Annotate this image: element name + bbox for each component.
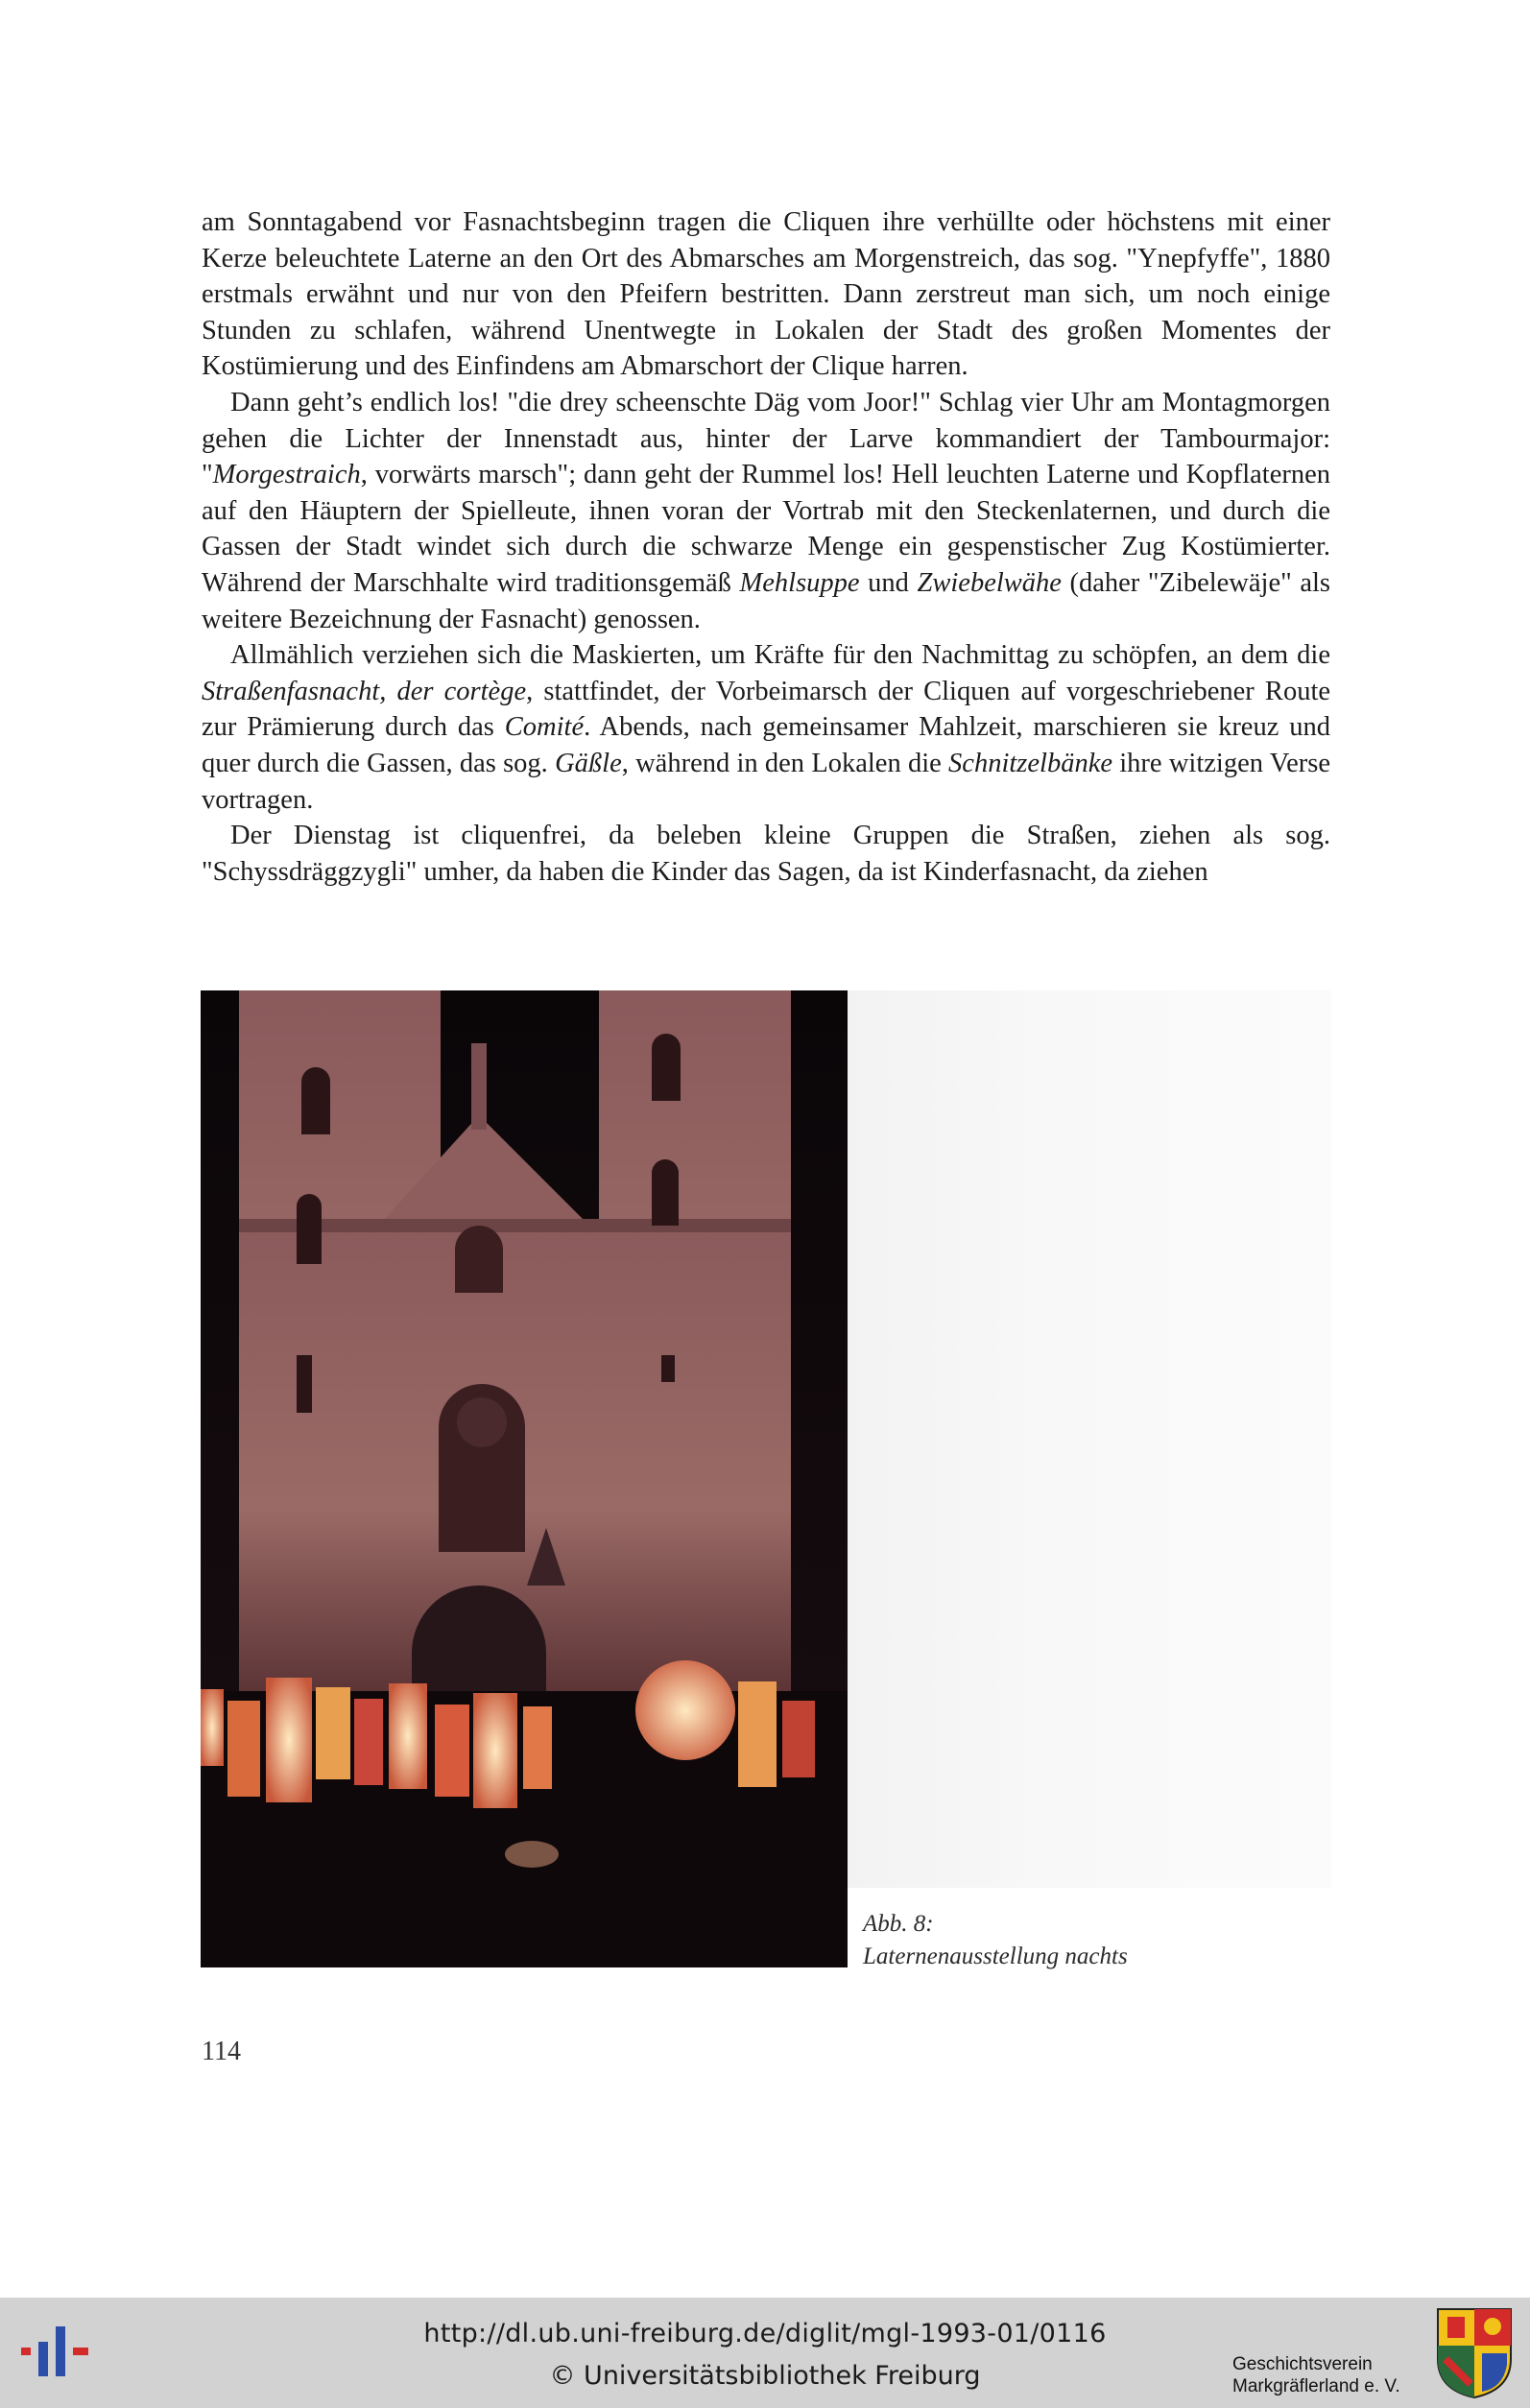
italic-term: Mehlsuppe bbox=[739, 567, 860, 598]
italic-term: Straßenfasnacht, der cortège bbox=[202, 676, 527, 706]
figure-label: Abb. 8: bbox=[863, 1911, 934, 1937]
article-paragraph bbox=[202, 818, 1330, 890]
text-run: Der Dienstag ist cliquenfrei, da beleben kleine Gruppen die Straßen, ziehen als sog. "Schyssdräggzygli" umher, da haben die Kinder das Sagen, da ist Kinderfasnacht, da ziehen bbox=[202, 821, 1330, 887]
society-name bbox=[1232, 2353, 1424, 2397]
document-url-link[interactable]: http://dl.ub.uni-freiburg.de/diglit/mgl-1993-01/0116 bbox=[423, 2319, 1107, 2348]
italic-term: Schnitzelbänke bbox=[948, 748, 1112, 778]
italic-term: Gäßle bbox=[555, 748, 622, 778]
figure-title: Laternenausstellung nachts bbox=[863, 1943, 1128, 1969]
text-run: am Sonntagabend vor Fasnachtsbeginn tragen die Cliquen ihre verhüllte oder höchstens mit einer Kerze beleuchtete Laterne an den Ort des Abmarsches am Morgenstreich, das sog. "Ynepfyffe", 1880 erstmals erwähnt und nur von den Pfeifern bestritten. Dann zerstreut man sich, um noch einige Stunden zu schlafen, während Unentwegte in Lokalen der Stadt des großen Momentes der Kostümierung und des Einfindens am Abmarschort der Clique harren. bbox=[202, 207, 1330, 382]
text-run: ihre witzigen Verse vortragen. bbox=[202, 748, 1331, 815]
text-run: Allmählich verziehen sich die Maskierten, um Kräfte für den Nachmittag zu schöpfen, an dem die bbox=[230, 640, 1330, 671]
footer-bar bbox=[0, 2298, 1530, 2408]
article-paragraph bbox=[202, 637, 1330, 818]
text-run: , stattfindet, der Vorbeimarsch der Cliquen auf vorgeschriebener Route zur Prämierung durch das bbox=[202, 676, 1331, 743]
society-line-2: Markgräflerland e. V. bbox=[1232, 2376, 1400, 2396]
society-line-1: Geschichtsverein bbox=[1232, 2354, 1373, 2374]
italic-term: Morgestraich bbox=[212, 460, 361, 490]
text-run: und bbox=[859, 567, 918, 598]
italic-term: Zwiebelwähe bbox=[917, 567, 1062, 598]
figure-caption bbox=[863, 1908, 1285, 1973]
text-run: Dann geht’s endlich los! "die drey scheenschte Däg vom Joor!" Schlag vier Uhr am Montagmorgen gehen die Lichter der Innenstadt aus, hinter der Larve kommandiert der Tambourmajor: " bbox=[202, 387, 1330, 490]
cathedral-illustration bbox=[201, 990, 848, 1967]
text-run: (daher "Zibelewäje" als weitere Bezeichnung der Fasnacht) genossen. bbox=[202, 567, 1330, 634]
coat-of-arms-icon bbox=[1436, 2307, 1513, 2399]
bleed-through-area bbox=[848, 990, 1331, 1888]
copyright-notice: © Universitätsbibliothek Freiburg bbox=[549, 2361, 981, 2391]
cathedral-lantern-photo bbox=[201, 990, 848, 1967]
page-number: 114 bbox=[202, 2037, 241, 2066]
article-paragraph bbox=[202, 204, 1330, 385]
italic-term: Comité bbox=[504, 712, 585, 743]
text-run: , während in den Lokalen die bbox=[621, 748, 949, 778]
article-body bbox=[202, 204, 1330, 890]
article-paragraph bbox=[202, 385, 1330, 637]
text-run: . Abends, nach gemeinsamer Mahlzeit, marschieren sie kreuz und quer durch die Gassen, das sog. bbox=[202, 712, 1330, 778]
text-run: , vorwärts marsch"; dann geht der Rummel los! Hell leuchten Laterne und Kopflaternen auf den Häuptern der Spielleute, ihnen voran der Vortrab mit den Steckenlaternen, und durch die Gassen der Stadt windet sich durch die schwarze Menge ein gespenstischer Zug Kostümierter. Während der Marschhalte wird traditionsgemäß bbox=[202, 460, 1330, 598]
